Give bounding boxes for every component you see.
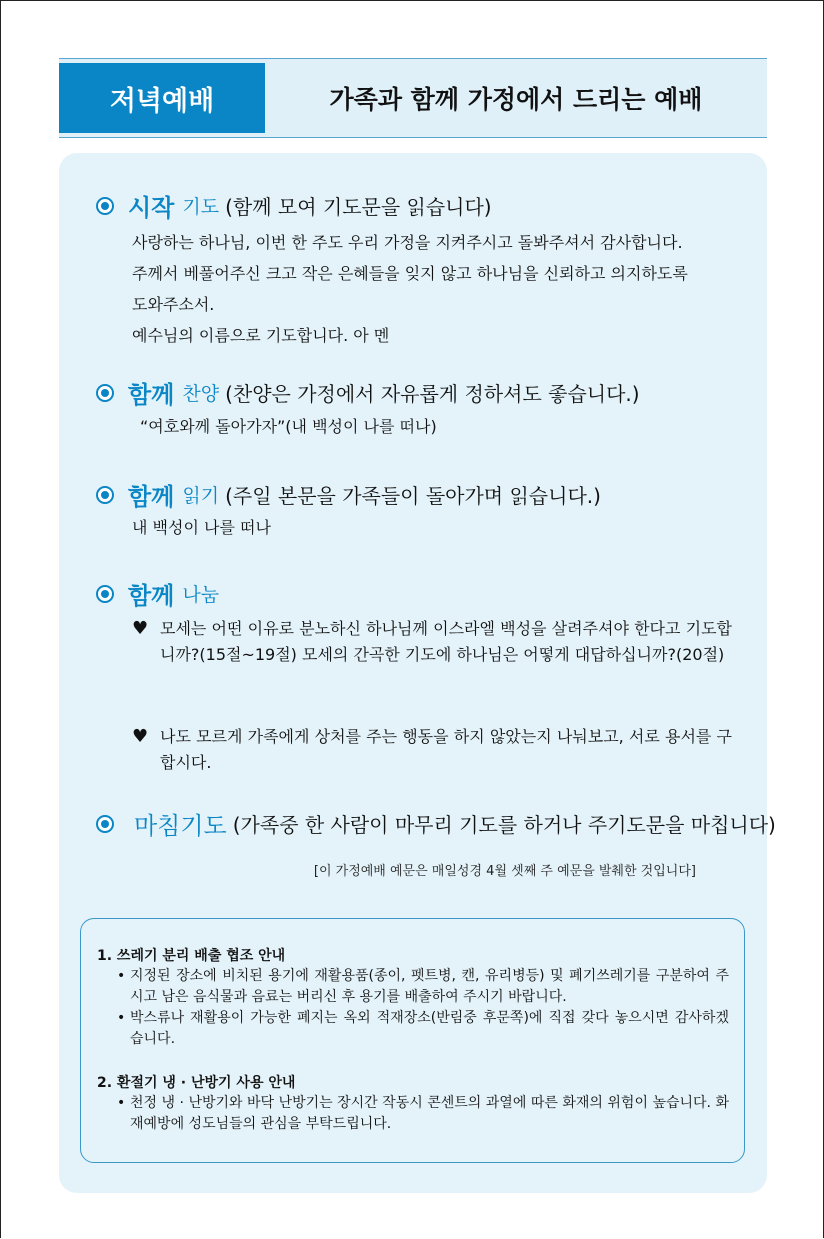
- section-title: 함께: [128, 483, 175, 511]
- section-title: 마침기도: [134, 812, 227, 840]
- section-note: (가족중 한 사람이 마무리 기도를 하거나 주기도문을 마칩니다): [232, 813, 776, 837]
- prayer-line: 도와주소서.: [132, 295, 215, 314]
- service-tag: 저녁예배: [59, 63, 265, 133]
- sharing-question: [132, 724, 732, 776]
- notice-bullet-text: 박스류나 재활용이 가능한 폐지는 옥외 적재장소(반림중 후문쪽)에 직접 갖다 놓으시면 감사하겠 습니다.: [130, 1010, 729, 1047]
- prayer-line: 주께서 베풀어주신 크고 작은 은혜들을 잊지 않고 하나님을 신뢰하고 의지하도록: [132, 264, 688, 283]
- praise-song: “여호와께 돌아가자”(내 백성이 나를 떠나): [140, 417, 437, 436]
- prayer-line: 사랑하는 하나님, 이번 한 주도 우리 가정을 지켜주시고 돌봐주셔서 감사합니다.: [132, 233, 683, 252]
- notice-bullet: [117, 966, 729, 1008]
- page-header: [59, 58, 767, 138]
- heart-icon: ♥: [132, 726, 149, 747]
- dot-icon: •: [117, 1095, 126, 1111]
- notice-title: 1. 쓰레기 분리 배출 협조 안내: [97, 948, 286, 964]
- section-praise-heading: [96, 375, 640, 410]
- section-subtitle: 읽기: [182, 485, 220, 507]
- circle-bullet-icon: [96, 585, 114, 603]
- sharing-question-text: 모세는 어떤 이유로 분노하신 하나님께 이스라엘 백성을 살려주셔야 한다고 기도합니까?(15절~19절) 모세의 간곡한 기도에 하나님은 어떻게 대답하십니까?(20절): [160, 619, 732, 664]
- heart-icon: ♥: [132, 618, 149, 639]
- source-note: [이 가정예배 예문은 매일성경 4월 셋째 주 예문을 발췌한 것입니다]: [313, 864, 696, 879]
- dot-icon: •: [117, 968, 126, 984]
- section-title: 시작: [128, 194, 175, 222]
- prayer-line: 예수님의 이름으로 기도합니다. 아 멘: [132, 326, 390, 345]
- notice-bullet: [117, 1093, 729, 1135]
- circle-bullet-icon: [96, 384, 114, 402]
- notice-bullet: [117, 1008, 729, 1050]
- opening-prayer-text: [132, 227, 688, 351]
- section-note: (찬양은 가정에서 자유롭게 정하셔도 좋습니다.): [225, 382, 640, 406]
- reading-passage: 내 백성이 나를 떠나: [132, 518, 271, 537]
- section-subtitle: 찬양: [182, 383, 220, 405]
- section-note: (함께 모여 기도문을 읽습니다): [225, 195, 492, 219]
- notice-bullet-text: 천정 냉 · 난방기와 바닥 난방기는 장시간 작동시 콘센트의 과열에 따른 화재의 위험이 높습니다. 화재예방에 성도님들의 관심을 부탁드립니다.: [130, 1095, 729, 1132]
- circle-bullet-icon: [96, 815, 114, 833]
- page-title: 가족과 함께 가정에서 드리는 예배: [329, 85, 703, 114]
- dot-icon: •: [117, 1010, 126, 1026]
- sharing-question-text: 나도 모르게 가족에게 상처를 주는 행동을 하지 않았는지 나눠보고, 서로 용서를 구합시다.: [160, 727, 732, 772]
- section-closing-heading: [96, 806, 776, 841]
- circle-bullet-icon: [96, 486, 114, 504]
- section-title: 함께: [128, 582, 175, 610]
- notice-box: [80, 918, 745, 1163]
- section-opening-heading: [96, 188, 492, 223]
- section-reading-heading: [96, 477, 601, 512]
- notice-title: 2. 환절기 냉 · 난방기 사용 안내: [97, 1075, 296, 1091]
- circle-bullet-icon: [96, 197, 114, 215]
- section-sharing-heading: [96, 576, 219, 611]
- section-subtitle: 기도: [182, 196, 220, 218]
- sharing-question: [132, 616, 732, 668]
- notice-bullet-text: 지정된 장소에 비치된 용기에 재활용품(종이, 펫트병, 캔, 유리병등) 및 폐기쓰레기를 구분하여 주시고 남은 음식물과 음료는 버리신 후 용기를 배출하여 주시기 바랍니다.: [130, 968, 729, 1005]
- section-subtitle: 나눔: [182, 584, 220, 606]
- section-note: (주일 본문을 가족들이 돌아가며 읽습니다.): [225, 484, 601, 508]
- section-title: 함께: [128, 381, 175, 409]
